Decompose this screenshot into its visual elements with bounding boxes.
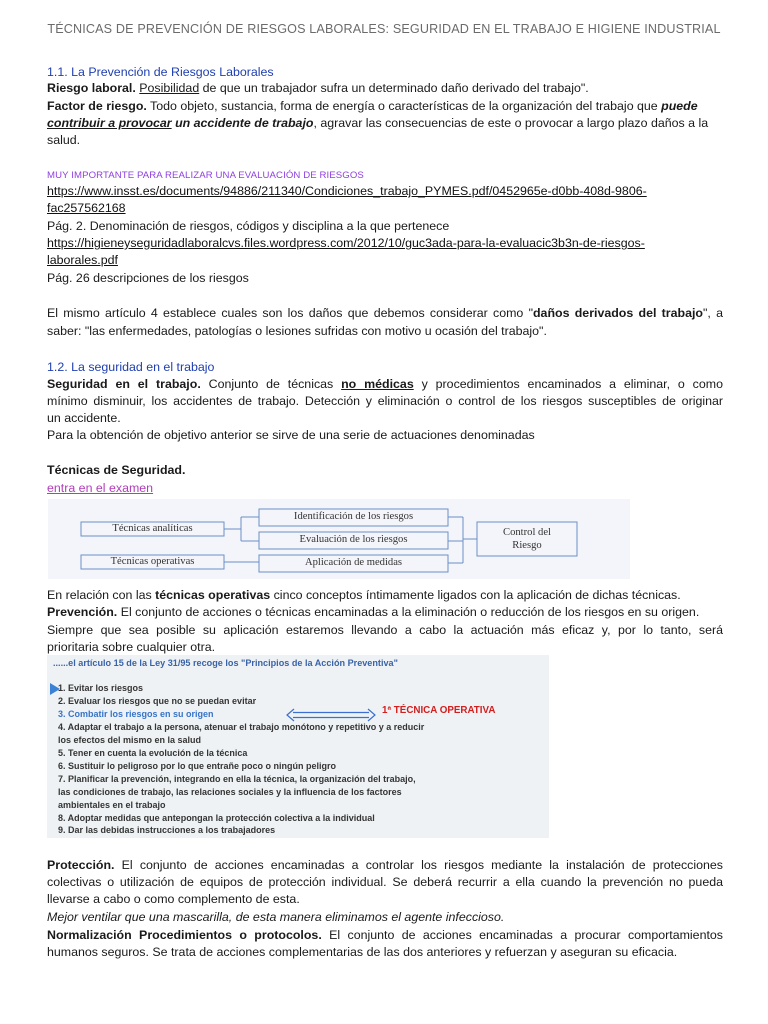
evaluacion-label: Evaluación de los riesgos: [299, 534, 408, 545]
control-label-1: Control del: [503, 527, 551, 538]
operativas-intro-c: cinco conceptos íntimamente ligados con la aplicación de dichas técnicas.: [270, 588, 681, 602]
seguridad-label: Seguridad en el trabajo.: [47, 377, 201, 391]
posibilidad-word: Posibilidad: [139, 81, 200, 95]
factor-italic-puede: puede: [661, 99, 698, 113]
factor-text-1: Todo objeto, sustancia, forma de energía o características de la organización del trabajo que: [146, 99, 662, 113]
articulo-4-text-a: El mismo artículo 4 establece cuales son los daños que debemos considerar como ": [47, 306, 533, 320]
tecnicas-operativas-bold: técnicas operativas: [155, 588, 271, 602]
exam-link-row: [47, 480, 723, 497]
principio-item: 2. Evaluar los riesgos que no se puedan evitar: [58, 696, 257, 706]
factor-text-2: , agravar las consecuencias de este o provocar a largo plazo daños a la: [313, 116, 709, 130]
factor-riesgo-line-3: salud.: [47, 133, 81, 147]
principio-item: ambientales en el trabajo: [58, 800, 166, 810]
principios-accion-preventiva-image: [47, 655, 549, 838]
pag-2-note: Pág. 2. Denominación de riesgos, códigos y disciplina a la que pertenece: [47, 219, 450, 233]
seguridad-line-3: un accidente.: [47, 411, 121, 425]
prevencion-text-1: El conjunto de acciones o técnicas encaminadas a la eliminación o reducción de los riesgos en su origen.: [117, 605, 700, 619]
danos-derivados-bold: daños derivados del trabajo: [532, 306, 703, 320]
identificacion-label: Identificación de los riesgos: [293, 511, 414, 522]
section-heading-1-1: 1.1. La Prevención de Riesgos Laborales: [47, 65, 274, 79]
principio-item: 7. Planificar la prevención, integrando en ella la técnica, la organización del trabajo,: [58, 774, 416, 784]
section-heading-1-2: 1.2. La seguridad en el trabajo: [47, 360, 215, 374]
proteccion-line-1: [47, 857, 723, 874]
important-label: MUY IMPORTANTE PARA REALIZAR UNA EVALUACIÓN DE RIESGOS: [47, 170, 364, 181]
prevencion-line-1: [47, 604, 723, 621]
control-label-2: Riesgo: [512, 540, 542, 551]
factor-riesgo-line-1: [47, 98, 723, 115]
normalizacion-text-1: El conjunto de acciones encaminadas a procurar comportamientos: [321, 928, 723, 942]
seguridad-line-4: Para la obtención de objetivo anterior se sirve de una serie de actuaciones denominadas: [47, 428, 535, 442]
analiticas-label: Técnicas analíticas: [112, 523, 193, 534]
prevencion-line-2: Siempre que sea posible su aplicación estaremos llevando a cabo la actuación más eficaz y, por lo tanto, será: [47, 623, 723, 637]
riesgo-laboral-line: [47, 80, 723, 97]
principio-item: las condiciones de trabajo, las relaciones sociales y la influencia de los factores: [58, 787, 402, 797]
normalizacion-line-2: humanos seguros. Se trata de acciones complementarias de las dos anteriores y refuerzan y aseguran su eficacia.: [47, 945, 678, 959]
principio-item: 6. Sustituir lo peligroso por lo que entrañe poco o ningún peligro: [58, 761, 337, 771]
factor-italic-contribuir: contribuir a provocar: [47, 116, 172, 130]
tecnicas-seguridad-title: Técnicas de Seguridad.: [47, 463, 186, 477]
principio-item: 1. Evitar los riesgos: [58, 683, 144, 693]
primera-tecnica-operativa-label: 1ª TÉCNICA OPERATIVA: [382, 705, 496, 716]
link-insst-line-2[interactable]: fac257562168: [47, 201, 126, 215]
link-wordpress-line-2[interactable]: laborales.pdf: [47, 253, 118, 267]
seguridad-text-1: Conjunto de técnicas: [200, 377, 342, 391]
exam-link[interactable]: entra en el examen: [47, 481, 154, 495]
factor-label: Factor de riesgo.: [47, 99, 147, 113]
double-arrow-icon: [285, 708, 377, 722]
operativas-intro-a: En relación con las: [47, 588, 156, 602]
principios-header: ......el artículo 15 de la Ley 31/95 recoge los "Principios de la Acción Preventiva": [53, 658, 398, 668]
riesgo-text: de que un trabajador sufra un determinado daño derivado del trabajo".: [199, 81, 589, 95]
operativas-intro: [47, 587, 723, 604]
prevencion-line-3: prioritaria sobre cualquier otra.: [47, 640, 216, 654]
factor-italic-accidente: un accidente de trabajo: [171, 116, 314, 130]
no-medicas-underlined: no médicas: [341, 377, 414, 391]
principio-item: 5. Tener en cuenta la evolución de la técnica: [58, 748, 248, 758]
articulo-4-text-c: ", a: [703, 306, 723, 320]
proteccion-label: Protección.: [47, 858, 115, 872]
articulo-4-line-2: saber: "las enfermedades, patologías o lesiones sufridas con motivo u ocasión del trabajo".: [47, 324, 547, 338]
ventilar-note: Mejor ventilar que una mascarilla, de esta manera eliminamos el agente infeccioso.: [47, 910, 505, 924]
proteccion-line-3: llevarse a cabo o como complemento de esta.: [47, 892, 300, 906]
prevencion-label: Prevención.: [47, 605, 118, 619]
factor-riesgo-line-2: [47, 115, 723, 132]
tecnicas-diagram: [48, 499, 630, 579]
riesgo-label: Riesgo laboral.: [47, 81, 136, 95]
normalizacion-label: Normalización Procedimientos o protocolos.: [47, 928, 322, 942]
seguridad-line-2: mínimo disminuir, los accidentes de trabajo. Detección y eliminación o control de los riesgos susceptibles de originar: [47, 394, 723, 408]
seguridad-text-2: y procedimientos encaminados a eliminar, o como: [413, 377, 723, 391]
aplicacion-label: Aplicación de medidas: [304, 557, 403, 568]
principio-item: 4. Adaptar el trabajo a la persona, atenuar el trabajo monótono y repetitivo y a reducir: [58, 722, 425, 732]
articulo-4-line-1: [47, 305, 723, 322]
document-title: TÉCNICAS DE PREVENCIÓN DE RIESGOS LABORALES: SEGURIDAD EN EL TRABAJO E HIGIENE INDUSTRIAL: [47, 22, 721, 36]
principio-item-highlight: 3. Combatir los riesgos en su origen: [58, 709, 214, 719]
link-wordpress-line-1[interactable]: https://higieneyseguridadlaboralcvs.files.wordpress.com/2012/10/guc3ada-para-la-evaluacic3b3n-de-riesgos-: [47, 236, 645, 250]
normalizacion-line-1: [47, 927, 723, 944]
principio-item: los efectos del mismo en la salud: [58, 735, 202, 745]
operativas-label: Técnicas operativas: [110, 556, 195, 567]
proteccion-line-2: colectivas o utilización de equipos de protección individual. Se deberá recurrir a ella cuando la prevención no pueda: [47, 875, 723, 889]
link-insst-line-1[interactable]: https://www.insst.es/documents/94886/211340/Condiciones_trabajo_PYMES.pdf/0452965e-d0bb-408d-9806-: [47, 184, 647, 198]
pag-26-note: Pág. 26 descripciones de los riesgos: [47, 271, 249, 285]
seguridad-line-1: [47, 376, 723, 393]
principio-item: 9. Dar las debidas instrucciones a los trabajadores: [58, 825, 276, 835]
proteccion-text-1: El conjunto de acciones encaminadas a controlar los riesgos mediante la instalación de protecciones: [114, 858, 723, 872]
principio-item: 8. Adoptar medidas que antepongan la protección colectiva a la individual: [58, 813, 375, 823]
